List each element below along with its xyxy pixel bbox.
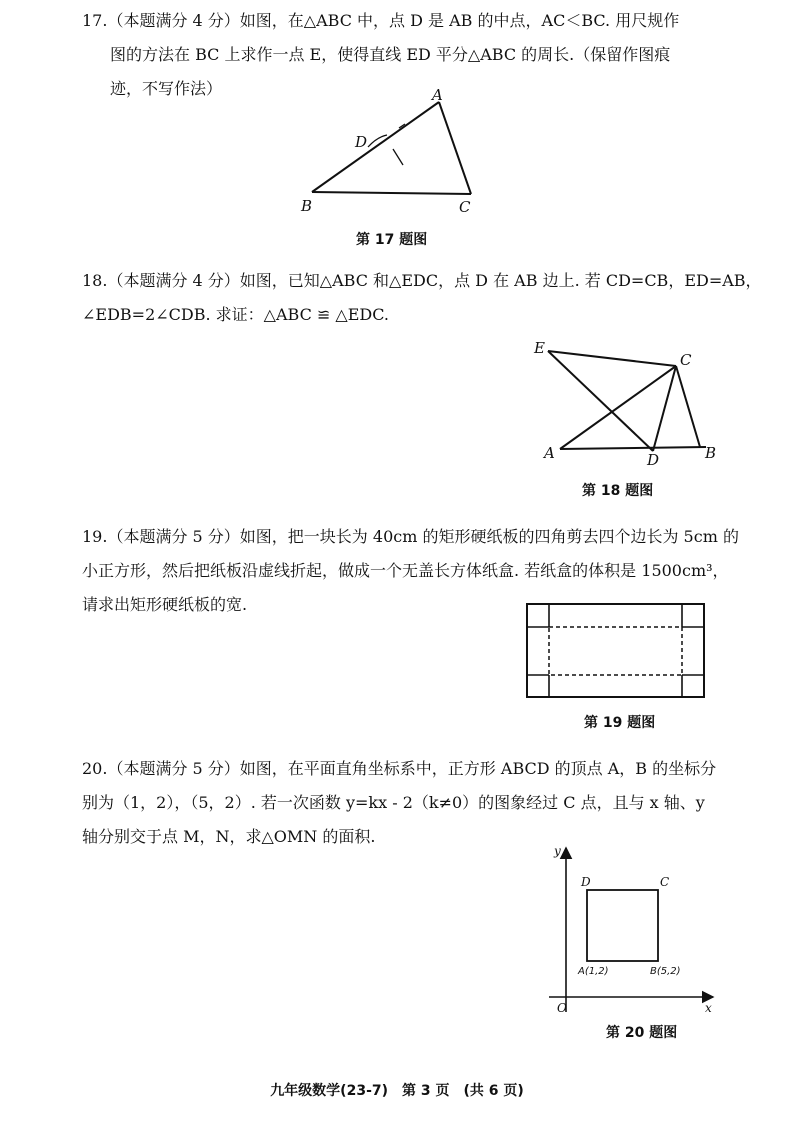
label-origin: O [557,1001,567,1015]
segment-ab [560,447,706,449]
label-d: D [647,451,660,469]
segment-cd [653,366,676,451]
segment-ac [439,102,471,194]
label-a: A [432,86,443,104]
label-a: A(1,2) [578,966,609,977]
q19-line-3: 请求出矩形硬纸板的宽. [82,595,248,614]
label-c: C [459,198,471,216]
label-b: B [705,444,717,462]
figure-20-coordinate-plane [545,842,720,1020]
q20-line-2: 别为（1，2），（5，2）. 若一次函数 y=kx - 2（k≠0）的图象经过 C 点，且与 x 轴、y [82,793,705,812]
caption-17: 第 17 题图 [356,232,428,248]
q18-line-1: 18.（本题满分 4 分）如图，已知△ABC 和△EDC，点 D 在 AB 边上. 若 CD=CB，ED=AB， [82,271,762,290]
q17-line-3: 迹，不写作法） [110,79,223,98]
label-b: B [301,197,313,215]
q20-line-1: 20.（本题满分 5 分）如图，在平面直角坐标系中，正方形 ABCD 的顶点 A，B 的坐标分 [82,759,717,778]
q19-line-1: 19.（本题满分 5 分）如图，把一块长为 40cm 的矩形硬纸板的四角剪去四个边长为 5cm 的 [82,527,739,546]
segment-ed [548,351,653,451]
q17-line-2: 图的方法在 BC 上求作一点 E，使得直线 ED 平分△ABC 的周长.（保留作图痕 [110,45,671,64]
page-footer: 九年级数学(23-7) 第 3 页 (共 6 页) [270,1083,524,1099]
caption-20: 第 20 题图 [606,1025,678,1041]
label-d: D [581,875,591,889]
q19-line-2: 小正方形，然后把纸板沿虚线折起，做成一个无盖长方体纸盒. 若纸盒的体积是 1500cm³， [82,561,729,580]
label-x: x [705,1001,712,1015]
segment-ec [548,351,676,366]
figure-17-triangle [295,85,495,220]
question-18-text [82,264,772,332]
segment-ba [312,102,439,192]
q20-line-3: 轴分别交于点 M，N，求△OMN 的面积. [82,827,376,846]
square-abcd [587,890,658,961]
figure-19-cardboard [525,602,707,700]
q17-line-1: 17.（本题满分 4 分）如图，在△ABC 中，点 D 是 AB 的中点，AC＜BC. 用尺规作 [82,11,680,30]
label-d: D [355,133,368,151]
segment-cb [676,366,700,447]
label-e: E [534,339,545,357]
figure-18-triangles [530,335,720,470]
q18-line-2: ∠EDB=2∠CDB. 求证：△ABC ≌ △EDC. [82,305,389,324]
label-y: y [554,844,561,858]
label-a: A [544,444,555,462]
cardboard-outline [527,604,704,697]
label-b: B(5,2) [650,966,681,977]
construction-arc-2 [393,149,403,165]
caption-18: 第 18 题图 [582,483,654,499]
label-c: C [660,875,670,889]
segment-bc [312,192,471,194]
question-20-text [82,752,772,854]
fold-line-dashed [549,627,682,675]
label-c: C [680,351,692,369]
caption-19: 第 19 题图 [584,715,656,731]
